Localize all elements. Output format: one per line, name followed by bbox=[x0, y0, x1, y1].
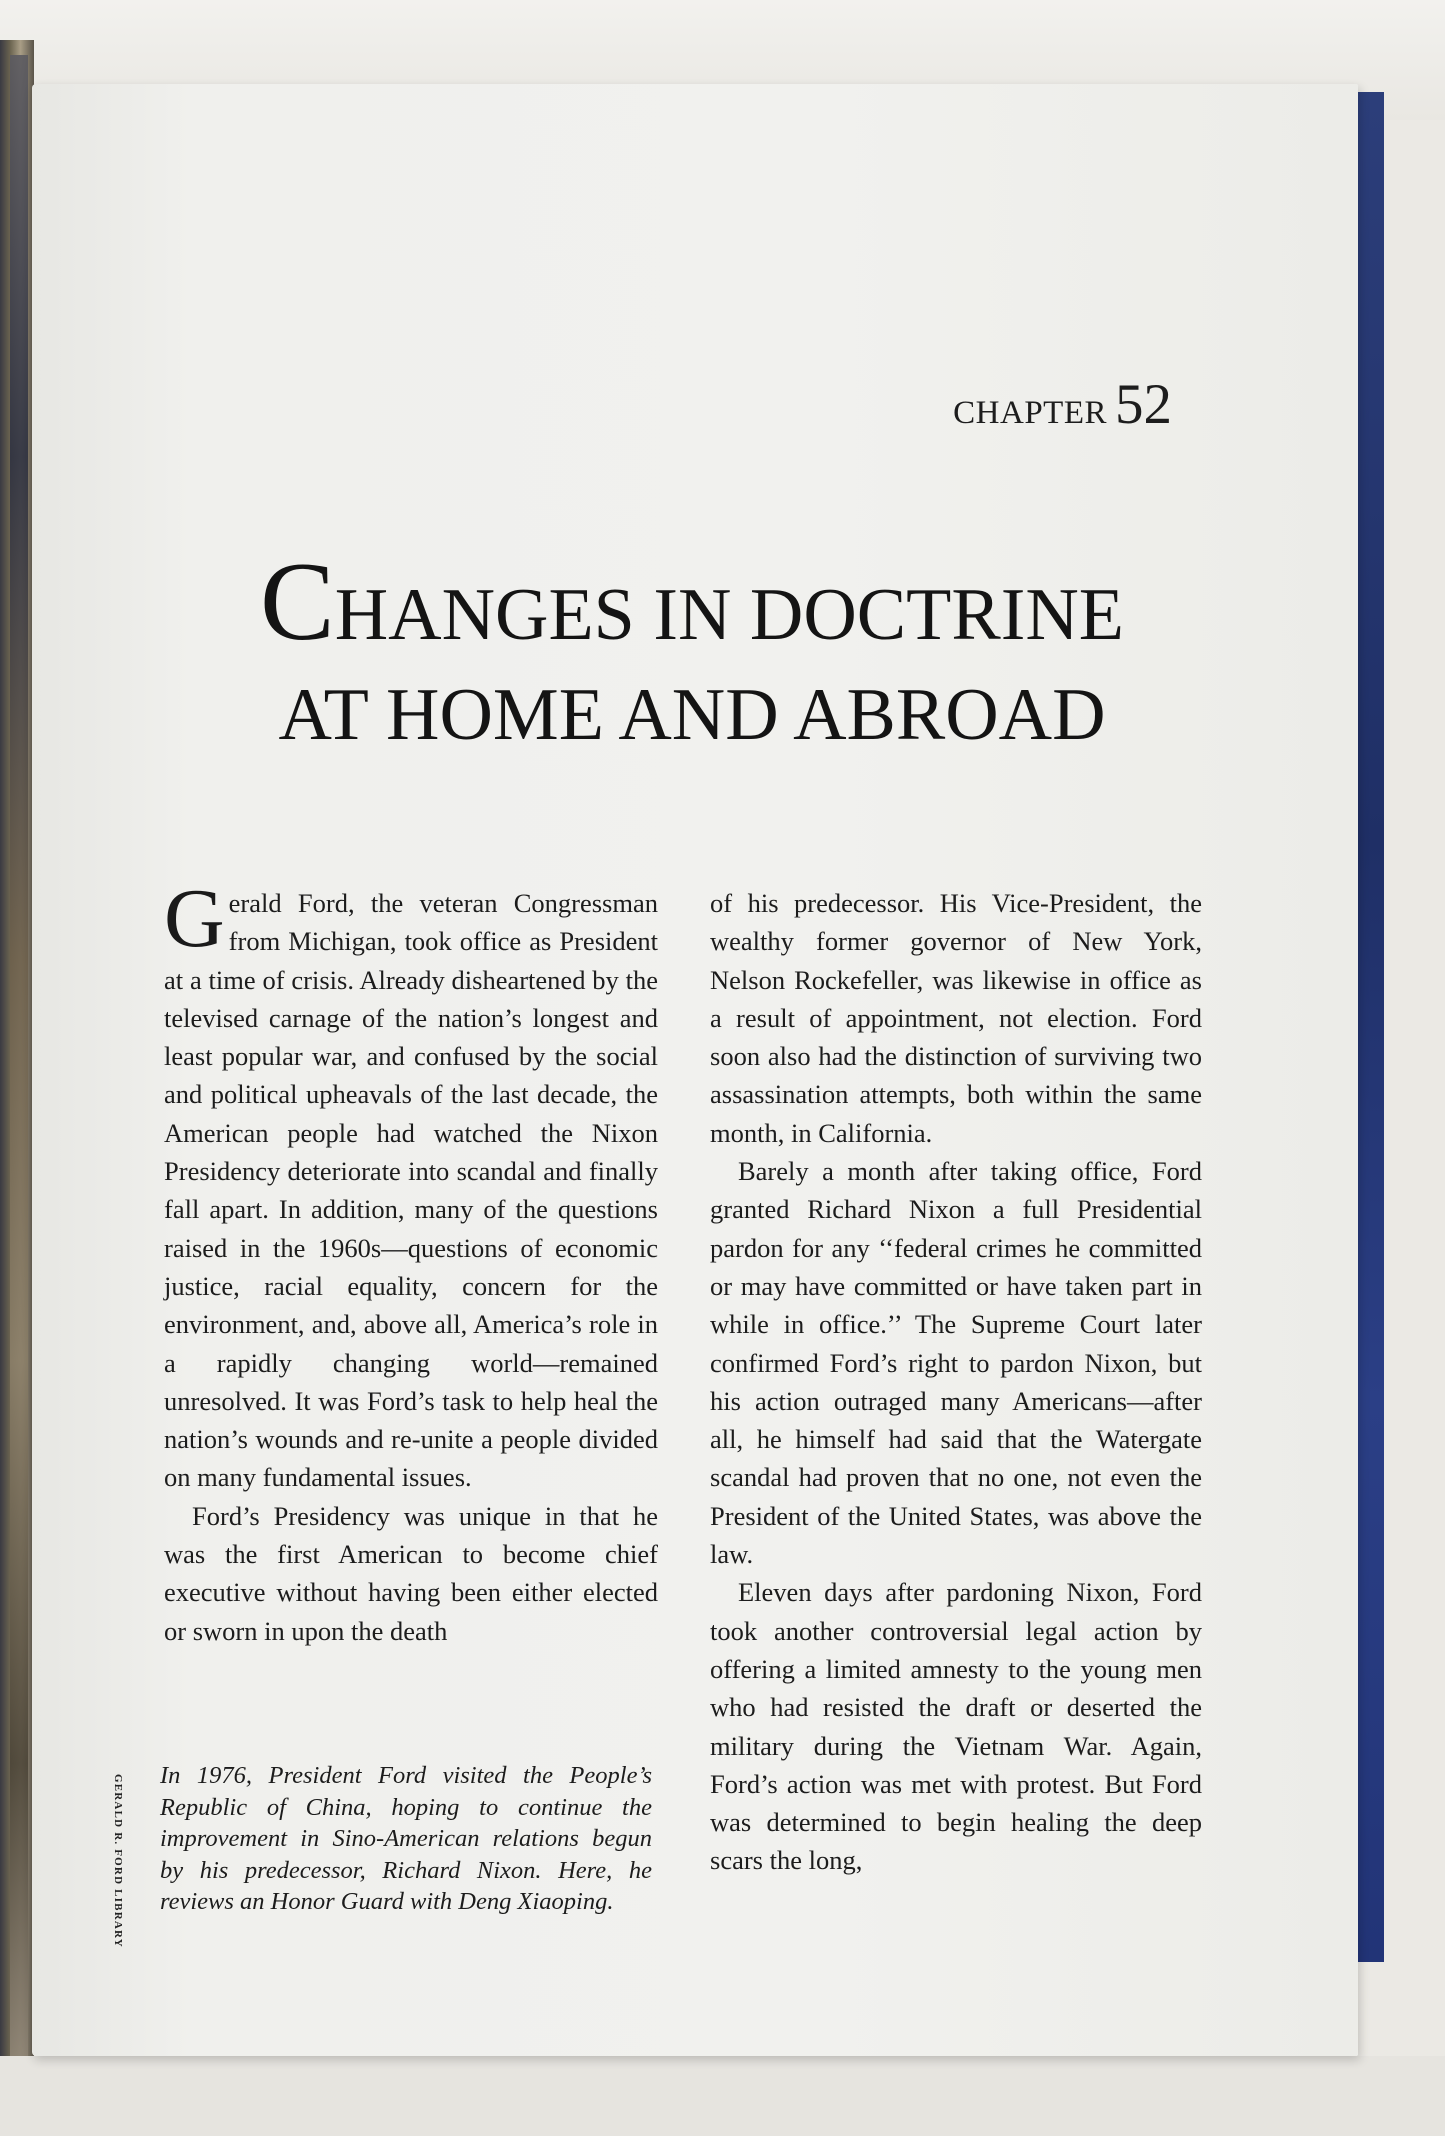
photo-caption: In 1976, President Ford visited the People’s Republic of China, hoping to continue the improvement in Sino-American relations begun by his predecessor, Richard Nixon. Here, he reviews an Honor Guard with Deng Xiaoping. bbox=[160, 1762, 652, 1915]
paragraph: Barely a month after taking office, Ford granted Richard Nixon a full Presidential pardon for any ‘‘federal crimes he committed or may have committed or have taken part in while in office.’’ The Supreme Court later confirmed Ford’s right to pardon Nixon, but his action outraged many Americans—after all, he himself had said that the Watergate scandal had proven that no one, not even the President of the United States, was above the law. bbox=[710, 1156, 1202, 1570]
chapter-label: CHAPTER bbox=[953, 395, 1107, 431]
chapter-number: 52 bbox=[1115, 373, 1172, 436]
chapter-title-initial: C bbox=[260, 540, 335, 664]
background-bottom bbox=[0, 2056, 1445, 2136]
text-column-right bbox=[710, 884, 1202, 1880]
photo-credit bbox=[108, 1774, 124, 1954]
book-page bbox=[32, 84, 1358, 2056]
paragraph-text: erald Ford, the veteran Congressman from Michigan, took office as President at a time of crisis. Already disheartened by the televised carnage of the nation’s longest and least popular war, and confused by the social and political upheavals of the last decade, the American people had watched the Nixon Presidency deteriorate into scandal and finally fall apart. In addition, many of the questions raised in the 1960s—questions of economic justice, racial equality, concern for the environment, and, above all, America’s role in a rapidly changing world—remained unresolved. It was Ford’s task to help heal the nation’s wounds and re-unite a people divided on many fundamental issues. bbox=[164, 888, 658, 1493]
chapter-title-line-2: AT HOME AND ABROAD bbox=[278, 674, 1106, 756]
chapter-title bbox=[132, 540, 1252, 765]
paragraph: Eleven days after pardoning Nixon, Ford took another controversial legal action by offering a limited amnesty to the young men who had resisted the draft or deserted the military during the Vietnam War. Again, Ford’s action was met with protest. But Ford was determined to begin healing the deep scars the long, bbox=[710, 1577, 1202, 1876]
paragraph: Ford’s Presidency was unique in that he was the first American to become chief executive without having been either elected or sworn in upon the death bbox=[164, 1500, 658, 1646]
chapter-title-line-1 bbox=[132, 540, 1252, 665]
paragraph: of his predecessor. His Vice-President, the wealthy former governor of New York, Nelson Rockefeller, was likewise in office as a result of appointment, not election. Ford soon also had the distinction of surviving two assassination attempts, both within the same month, in California. bbox=[710, 888, 1202, 1148]
previous-page-photo-strip bbox=[10, 55, 28, 2065]
chapter-title-line-1-rest: HANGES IN DOCTRINE bbox=[334, 574, 1124, 656]
paragraph bbox=[164, 872, 658, 1497]
photo-credit-text: GERALD R. FORD LIBRARY bbox=[112, 1774, 124, 1948]
chapter-heading bbox=[953, 372, 1172, 437]
drop-cap: G bbox=[164, 872, 225, 965]
text-column-left bbox=[164, 872, 658, 1650]
